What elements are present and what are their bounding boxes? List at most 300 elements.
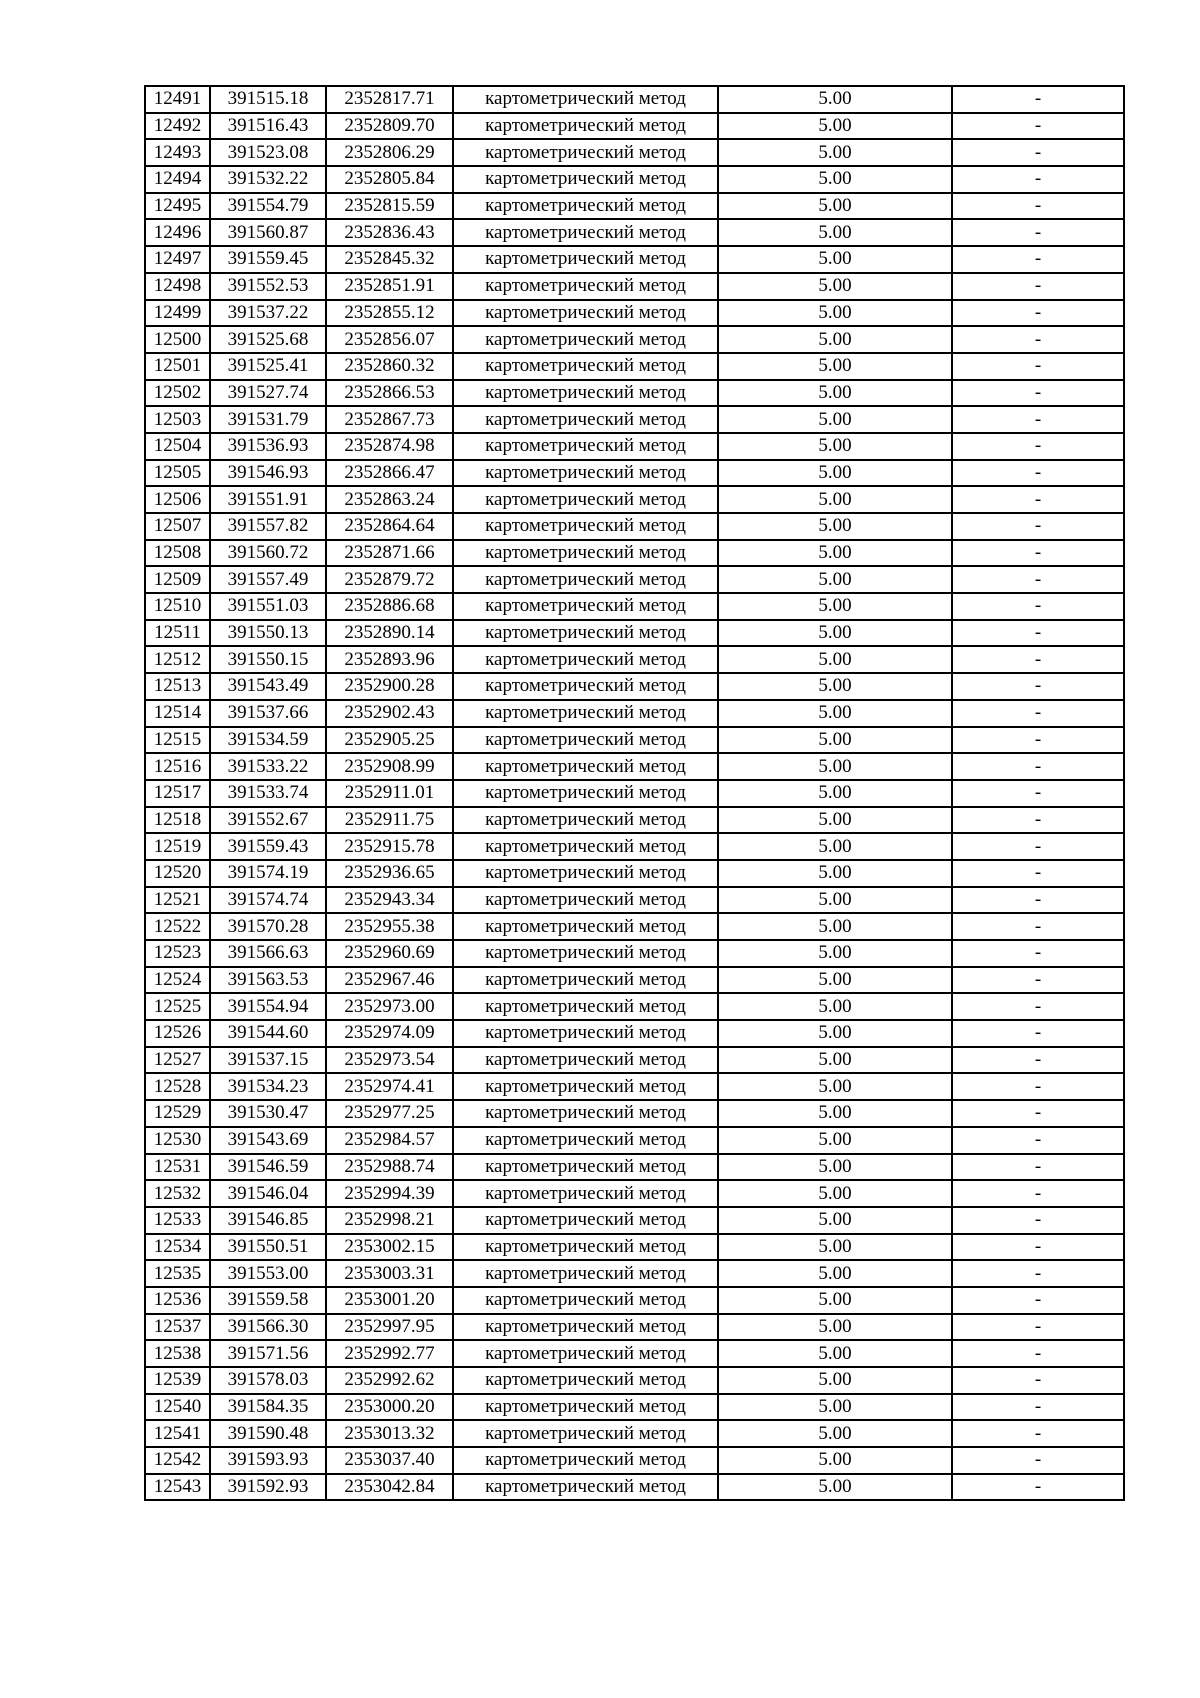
method-cell: картометрический метод bbox=[453, 1207, 718, 1234]
description-cell: - bbox=[952, 1234, 1124, 1261]
method-cell: картометрический метод bbox=[453, 406, 718, 433]
description-cell: - bbox=[952, 913, 1124, 940]
accuracy-cell: 5.00 bbox=[718, 1260, 952, 1287]
y-coordinate-cell: 2352905.25 bbox=[326, 727, 453, 754]
accuracy-cell: 5.00 bbox=[718, 593, 952, 620]
method-cell: картометрический метод bbox=[453, 300, 718, 327]
description-cell: - bbox=[952, 1127, 1124, 1154]
description-cell: - bbox=[952, 1420, 1124, 1447]
x-coordinate-cell: 391550.51 bbox=[210, 1234, 326, 1261]
accuracy-cell: 5.00 bbox=[718, 673, 952, 700]
y-coordinate-cell: 2352992.77 bbox=[326, 1340, 453, 1367]
description-cell: - bbox=[952, 86, 1124, 113]
method-cell: картометрический метод bbox=[453, 113, 718, 140]
x-coordinate-cell: 391554.79 bbox=[210, 193, 326, 220]
method-cell: картометрический метод bbox=[453, 380, 718, 407]
x-coordinate-cell: 391533.74 bbox=[210, 780, 326, 807]
y-coordinate-cell: 2352974.09 bbox=[326, 1020, 453, 1047]
table-row bbox=[145, 1180, 1124, 1207]
method-cell: картометрический метод bbox=[453, 326, 718, 353]
x-coordinate-cell: 391544.60 bbox=[210, 1020, 326, 1047]
table-row bbox=[145, 326, 1124, 353]
y-coordinate-cell: 2352867.73 bbox=[326, 406, 453, 433]
accuracy-cell: 5.00 bbox=[718, 566, 952, 593]
description-cell: - bbox=[952, 1073, 1124, 1100]
method-cell: картометрический метод bbox=[453, 753, 718, 780]
y-coordinate-cell: 2353000.20 bbox=[326, 1394, 453, 1421]
y-coordinate-cell: 2352863.24 bbox=[326, 486, 453, 513]
accuracy-cell: 5.00 bbox=[718, 540, 952, 567]
table-row bbox=[145, 967, 1124, 994]
method-cell: картометрический метод bbox=[453, 566, 718, 593]
point-number-cell: 12496 bbox=[145, 219, 210, 246]
point-number-cell: 12504 bbox=[145, 433, 210, 460]
y-coordinate-cell: 2352845.32 bbox=[326, 246, 453, 273]
point-number-cell: 12497 bbox=[145, 246, 210, 273]
x-coordinate-cell: 391533.22 bbox=[210, 753, 326, 780]
point-number-cell: 12542 bbox=[145, 1447, 210, 1474]
method-cell: картометрический метод bbox=[453, 1127, 718, 1154]
accuracy-cell: 5.00 bbox=[718, 326, 952, 353]
x-coordinate-cell: 391557.82 bbox=[210, 513, 326, 540]
accuracy-cell: 5.00 bbox=[718, 246, 952, 273]
description-cell: - bbox=[952, 1260, 1124, 1287]
point-number-cell: 12506 bbox=[145, 486, 210, 513]
x-coordinate-cell: 391550.13 bbox=[210, 620, 326, 647]
y-coordinate-cell: 2353001.20 bbox=[326, 1287, 453, 1314]
y-coordinate-cell: 2352855.12 bbox=[326, 300, 453, 327]
y-coordinate-cell: 2352806.29 bbox=[326, 139, 453, 166]
y-coordinate-cell: 2352890.14 bbox=[326, 620, 453, 647]
y-coordinate-cell: 2352874.98 bbox=[326, 433, 453, 460]
accuracy-cell: 5.00 bbox=[718, 1207, 952, 1234]
y-coordinate-cell: 2352866.53 bbox=[326, 380, 453, 407]
point-number-cell: 12523 bbox=[145, 940, 210, 967]
description-cell: - bbox=[952, 1154, 1124, 1181]
table-row bbox=[145, 1073, 1124, 1100]
point-number-cell: 12518 bbox=[145, 807, 210, 834]
x-coordinate-cell: 391537.15 bbox=[210, 1047, 326, 1074]
x-coordinate-cell: 391557.49 bbox=[210, 566, 326, 593]
table-row bbox=[145, 700, 1124, 727]
accuracy-cell: 5.00 bbox=[718, 1020, 952, 1047]
accuracy-cell: 5.00 bbox=[718, 486, 952, 513]
table-row bbox=[145, 406, 1124, 433]
x-coordinate-cell: 391537.22 bbox=[210, 300, 326, 327]
y-coordinate-cell: 2352974.41 bbox=[326, 1073, 453, 1100]
y-coordinate-cell: 2352960.69 bbox=[326, 940, 453, 967]
method-cell: картометрический метод bbox=[453, 646, 718, 673]
point-number-cell: 12540 bbox=[145, 1394, 210, 1421]
table-row bbox=[145, 673, 1124, 700]
x-coordinate-cell: 391532.22 bbox=[210, 166, 326, 193]
accuracy-cell: 5.00 bbox=[718, 620, 952, 647]
table-row bbox=[145, 1020, 1124, 1047]
description-cell: - bbox=[952, 433, 1124, 460]
method-cell: картометрический метод bbox=[453, 433, 718, 460]
description-cell: - bbox=[952, 673, 1124, 700]
method-cell: картометрический метод bbox=[453, 727, 718, 754]
y-coordinate-cell: 2352902.43 bbox=[326, 700, 453, 727]
y-coordinate-cell: 2352998.21 bbox=[326, 1207, 453, 1234]
table-row bbox=[145, 1207, 1124, 1234]
method-cell: картометрический метод bbox=[453, 273, 718, 300]
description-cell: - bbox=[952, 620, 1124, 647]
x-coordinate-cell: 391534.59 bbox=[210, 727, 326, 754]
x-coordinate-cell: 391553.00 bbox=[210, 1260, 326, 1287]
accuracy-cell: 5.00 bbox=[718, 513, 952, 540]
description-cell: - bbox=[952, 860, 1124, 887]
table-row bbox=[145, 1394, 1124, 1421]
y-coordinate-cell: 2352955.38 bbox=[326, 913, 453, 940]
description-cell: - bbox=[952, 540, 1124, 567]
table-row bbox=[145, 1314, 1124, 1341]
y-coordinate-cell: 2352836.43 bbox=[326, 219, 453, 246]
x-coordinate-cell: 391523.08 bbox=[210, 139, 326, 166]
method-cell: картометрический метод bbox=[453, 540, 718, 567]
accuracy-cell: 5.00 bbox=[718, 1287, 952, 1314]
method-cell: картометрический метод bbox=[453, 1394, 718, 1421]
description-cell: - bbox=[952, 967, 1124, 994]
accuracy-cell: 5.00 bbox=[718, 1180, 952, 1207]
description-cell: - bbox=[952, 1367, 1124, 1394]
y-coordinate-cell: 2352973.00 bbox=[326, 993, 453, 1020]
x-coordinate-cell: 391584.35 bbox=[210, 1394, 326, 1421]
table-row bbox=[145, 646, 1124, 673]
table-row bbox=[145, 833, 1124, 860]
description-cell: - bbox=[952, 460, 1124, 487]
x-coordinate-cell: 391566.63 bbox=[210, 940, 326, 967]
y-coordinate-cell: 2352973.54 bbox=[326, 1047, 453, 1074]
x-coordinate-cell: 391552.67 bbox=[210, 807, 326, 834]
method-cell: картометрический метод bbox=[453, 513, 718, 540]
method-cell: картометрический метод bbox=[453, 620, 718, 647]
table-row bbox=[145, 620, 1124, 647]
accuracy-cell: 5.00 bbox=[718, 913, 952, 940]
description-cell: - bbox=[952, 753, 1124, 780]
method-cell: картометрический метод bbox=[453, 780, 718, 807]
table-row bbox=[145, 913, 1124, 940]
x-coordinate-cell: 391570.28 bbox=[210, 913, 326, 940]
table-row bbox=[145, 940, 1124, 967]
method-cell: картометрический метод bbox=[453, 1073, 718, 1100]
method-cell: картометрический метод bbox=[453, 1447, 718, 1474]
method-cell: картометрический метод bbox=[453, 219, 718, 246]
table-row bbox=[145, 460, 1124, 487]
description-cell: - bbox=[952, 1047, 1124, 1074]
point-number-cell: 12494 bbox=[145, 166, 210, 193]
y-coordinate-cell: 2352815.59 bbox=[326, 193, 453, 220]
accuracy-cell: 5.00 bbox=[718, 1420, 952, 1447]
point-number-cell: 12522 bbox=[145, 913, 210, 940]
table-row bbox=[145, 1287, 1124, 1314]
point-number-cell: 12501 bbox=[145, 353, 210, 380]
accuracy-cell: 5.00 bbox=[718, 967, 952, 994]
description-cell: - bbox=[952, 646, 1124, 673]
accuracy-cell: 5.00 bbox=[718, 1394, 952, 1421]
description-cell: - bbox=[952, 139, 1124, 166]
table-row bbox=[145, 860, 1124, 887]
y-coordinate-cell: 2352992.62 bbox=[326, 1367, 453, 1394]
accuracy-cell: 5.00 bbox=[718, 887, 952, 914]
point-number-cell: 12511 bbox=[145, 620, 210, 647]
method-cell: картометрический метод bbox=[453, 913, 718, 940]
y-coordinate-cell: 2352997.95 bbox=[326, 1314, 453, 1341]
point-number-cell: 12521 bbox=[145, 887, 210, 914]
method-cell: картометрический метод bbox=[453, 1367, 718, 1394]
accuracy-cell: 5.00 bbox=[718, 166, 952, 193]
table-row bbox=[145, 1100, 1124, 1127]
point-number-cell: 12509 bbox=[145, 566, 210, 593]
accuracy-cell: 5.00 bbox=[718, 1314, 952, 1341]
table-row bbox=[145, 887, 1124, 914]
x-coordinate-cell: 391543.49 bbox=[210, 673, 326, 700]
accuracy-cell: 5.00 bbox=[718, 1127, 952, 1154]
table-row bbox=[145, 727, 1124, 754]
x-coordinate-cell: 391527.74 bbox=[210, 380, 326, 407]
table-row bbox=[145, 593, 1124, 620]
y-coordinate-cell: 2352908.99 bbox=[326, 753, 453, 780]
accuracy-cell: 5.00 bbox=[718, 193, 952, 220]
y-coordinate-cell: 2353003.31 bbox=[326, 1260, 453, 1287]
y-coordinate-cell: 2352893.96 bbox=[326, 646, 453, 673]
point-number-cell: 12520 bbox=[145, 860, 210, 887]
point-number-cell: 12502 bbox=[145, 380, 210, 407]
accuracy-cell: 5.00 bbox=[718, 1100, 952, 1127]
description-cell: - bbox=[952, 193, 1124, 220]
coordinates-table bbox=[144, 85, 1125, 1501]
point-number-cell: 12507 bbox=[145, 513, 210, 540]
point-number-cell: 12500 bbox=[145, 326, 210, 353]
point-number-cell: 12531 bbox=[145, 1154, 210, 1181]
point-number-cell: 12492 bbox=[145, 113, 210, 140]
y-coordinate-cell: 2352915.78 bbox=[326, 833, 453, 860]
x-coordinate-cell: 391566.30 bbox=[210, 1314, 326, 1341]
point-number-cell: 12524 bbox=[145, 967, 210, 994]
description-cell: - bbox=[952, 593, 1124, 620]
table-row bbox=[145, 1474, 1124, 1501]
x-coordinate-cell: 391525.68 bbox=[210, 326, 326, 353]
point-number-cell: 12525 bbox=[145, 993, 210, 1020]
y-coordinate-cell: 2352851.91 bbox=[326, 273, 453, 300]
description-cell: - bbox=[952, 1314, 1124, 1341]
accuracy-cell: 5.00 bbox=[718, 380, 952, 407]
point-number-cell: 12499 bbox=[145, 300, 210, 327]
point-number-cell: 12537 bbox=[145, 1314, 210, 1341]
method-cell: картометрический метод bbox=[453, 833, 718, 860]
method-cell: картометрический метод bbox=[453, 193, 718, 220]
point-number-cell: 12543 bbox=[145, 1474, 210, 1501]
accuracy-cell: 5.00 bbox=[718, 1474, 952, 1501]
method-cell: картометрический метод bbox=[453, 1100, 718, 1127]
accuracy-cell: 5.00 bbox=[718, 1073, 952, 1100]
y-coordinate-cell: 2352886.68 bbox=[326, 593, 453, 620]
y-coordinate-cell: 2352805.84 bbox=[326, 166, 453, 193]
description-cell: - bbox=[952, 1180, 1124, 1207]
method-cell: картометрический метод bbox=[453, 807, 718, 834]
x-coordinate-cell: 391550.15 bbox=[210, 646, 326, 673]
accuracy-cell: 5.00 bbox=[718, 807, 952, 834]
point-number-cell: 12512 bbox=[145, 646, 210, 673]
method-cell: картометрический метод bbox=[453, 1260, 718, 1287]
method-cell: картометрический метод bbox=[453, 700, 718, 727]
point-number-cell: 12538 bbox=[145, 1340, 210, 1367]
point-number-cell: 12532 bbox=[145, 1180, 210, 1207]
table-row bbox=[145, 219, 1124, 246]
method-cell: картометрический метод bbox=[453, 673, 718, 700]
y-coordinate-cell: 2353042.84 bbox=[326, 1474, 453, 1501]
method-cell: картометрический метод bbox=[453, 1234, 718, 1261]
accuracy-cell: 5.00 bbox=[718, 460, 952, 487]
y-coordinate-cell: 2352871.66 bbox=[326, 540, 453, 567]
method-cell: картометрический метод bbox=[453, 353, 718, 380]
x-coordinate-cell: 391592.93 bbox=[210, 1474, 326, 1501]
table-row bbox=[145, 1340, 1124, 1367]
y-coordinate-cell: 2352809.70 bbox=[326, 113, 453, 140]
coordinates-table-body bbox=[145, 86, 1124, 1500]
table-row bbox=[145, 1127, 1124, 1154]
description-cell: - bbox=[952, 380, 1124, 407]
table-row bbox=[145, 166, 1124, 193]
x-coordinate-cell: 391560.87 bbox=[210, 219, 326, 246]
table-row bbox=[145, 246, 1124, 273]
x-coordinate-cell: 391546.93 bbox=[210, 460, 326, 487]
point-number-cell: 12493 bbox=[145, 139, 210, 166]
description-cell: - bbox=[952, 700, 1124, 727]
x-coordinate-cell: 391531.79 bbox=[210, 406, 326, 433]
x-coordinate-cell: 391559.43 bbox=[210, 833, 326, 860]
x-coordinate-cell: 391552.53 bbox=[210, 273, 326, 300]
method-cell: картометрический метод bbox=[453, 940, 718, 967]
accuracy-cell: 5.00 bbox=[718, 113, 952, 140]
x-coordinate-cell: 391590.48 bbox=[210, 1420, 326, 1447]
x-coordinate-cell: 391574.74 bbox=[210, 887, 326, 914]
x-coordinate-cell: 391571.56 bbox=[210, 1340, 326, 1367]
point-number-cell: 12539 bbox=[145, 1367, 210, 1394]
x-coordinate-cell: 391537.66 bbox=[210, 700, 326, 727]
point-number-cell: 12517 bbox=[145, 780, 210, 807]
method-cell: картометрический метод bbox=[453, 1340, 718, 1367]
point-number-cell: 12530 bbox=[145, 1127, 210, 1154]
table-row bbox=[145, 433, 1124, 460]
accuracy-cell: 5.00 bbox=[718, 273, 952, 300]
x-coordinate-cell: 391543.69 bbox=[210, 1127, 326, 1154]
description-cell: - bbox=[952, 1474, 1124, 1501]
description-cell: - bbox=[952, 300, 1124, 327]
x-coordinate-cell: 391593.93 bbox=[210, 1447, 326, 1474]
table-row bbox=[145, 1367, 1124, 1394]
table-row bbox=[145, 273, 1124, 300]
x-coordinate-cell: 391516.43 bbox=[210, 113, 326, 140]
accuracy-cell: 5.00 bbox=[718, 1234, 952, 1261]
point-number-cell: 12541 bbox=[145, 1420, 210, 1447]
description-cell: - bbox=[952, 940, 1124, 967]
accuracy-cell: 5.00 bbox=[718, 1367, 952, 1394]
y-coordinate-cell: 2352911.01 bbox=[326, 780, 453, 807]
table-row bbox=[145, 1260, 1124, 1287]
accuracy-cell: 5.00 bbox=[718, 860, 952, 887]
y-coordinate-cell: 2352911.75 bbox=[326, 807, 453, 834]
table-row bbox=[145, 113, 1124, 140]
x-coordinate-cell: 391546.85 bbox=[210, 1207, 326, 1234]
point-number-cell: 12491 bbox=[145, 86, 210, 113]
point-number-cell: 12505 bbox=[145, 460, 210, 487]
table-row bbox=[145, 807, 1124, 834]
description-cell: - bbox=[952, 833, 1124, 860]
method-cell: картометрический метод bbox=[453, 1020, 718, 1047]
x-coordinate-cell: 391551.91 bbox=[210, 486, 326, 513]
y-coordinate-cell: 2352900.28 bbox=[326, 673, 453, 700]
accuracy-cell: 5.00 bbox=[718, 727, 952, 754]
description-cell: - bbox=[952, 1287, 1124, 1314]
method-cell: картометрический метод bbox=[453, 1314, 718, 1341]
description-cell: - bbox=[952, 326, 1124, 353]
accuracy-cell: 5.00 bbox=[718, 646, 952, 673]
description-cell: - bbox=[952, 166, 1124, 193]
x-coordinate-cell: 391515.18 bbox=[210, 86, 326, 113]
description-cell: - bbox=[952, 353, 1124, 380]
method-cell: картометрический метод bbox=[453, 139, 718, 166]
point-number-cell: 12519 bbox=[145, 833, 210, 860]
point-number-cell: 12529 bbox=[145, 1100, 210, 1127]
x-coordinate-cell: 391563.53 bbox=[210, 967, 326, 994]
description-cell: - bbox=[952, 273, 1124, 300]
method-cell: картометрический метод bbox=[453, 593, 718, 620]
description-cell: - bbox=[952, 486, 1124, 513]
y-coordinate-cell: 2352936.65 bbox=[326, 860, 453, 887]
table-row bbox=[145, 139, 1124, 166]
point-number-cell: 12535 bbox=[145, 1260, 210, 1287]
x-coordinate-cell: 391551.03 bbox=[210, 593, 326, 620]
description-cell: - bbox=[952, 219, 1124, 246]
method-cell: картометрический метод bbox=[453, 486, 718, 513]
y-coordinate-cell: 2352856.07 bbox=[326, 326, 453, 353]
description-cell: - bbox=[952, 727, 1124, 754]
accuracy-cell: 5.00 bbox=[718, 1340, 952, 1367]
y-coordinate-cell: 2352866.47 bbox=[326, 460, 453, 487]
table-row bbox=[145, 753, 1124, 780]
table-row bbox=[145, 1420, 1124, 1447]
accuracy-cell: 5.00 bbox=[718, 1447, 952, 1474]
accuracy-cell: 5.00 bbox=[718, 353, 952, 380]
y-coordinate-cell: 2352864.64 bbox=[326, 513, 453, 540]
point-number-cell: 12503 bbox=[145, 406, 210, 433]
point-number-cell: 12495 bbox=[145, 193, 210, 220]
description-cell: - bbox=[952, 993, 1124, 1020]
x-coordinate-cell: 391578.03 bbox=[210, 1367, 326, 1394]
description-cell: - bbox=[952, 1207, 1124, 1234]
table-row bbox=[145, 1047, 1124, 1074]
table-row bbox=[145, 566, 1124, 593]
description-cell: - bbox=[952, 1100, 1124, 1127]
description-cell: - bbox=[952, 887, 1124, 914]
description-cell: - bbox=[952, 406, 1124, 433]
x-coordinate-cell: 391530.47 bbox=[210, 1100, 326, 1127]
method-cell: картометрический метод bbox=[453, 860, 718, 887]
x-coordinate-cell: 391574.19 bbox=[210, 860, 326, 887]
table-row bbox=[145, 780, 1124, 807]
method-cell: картометрический метод bbox=[453, 887, 718, 914]
y-coordinate-cell: 2353037.40 bbox=[326, 1447, 453, 1474]
method-cell: картометрический метод bbox=[453, 967, 718, 994]
y-coordinate-cell: 2352984.57 bbox=[326, 1127, 453, 1154]
accuracy-cell: 5.00 bbox=[718, 139, 952, 166]
point-number-cell: 12516 bbox=[145, 753, 210, 780]
table-row bbox=[145, 513, 1124, 540]
point-number-cell: 12536 bbox=[145, 1287, 210, 1314]
x-coordinate-cell: 391560.72 bbox=[210, 540, 326, 567]
y-coordinate-cell: 2352994.39 bbox=[326, 1180, 453, 1207]
